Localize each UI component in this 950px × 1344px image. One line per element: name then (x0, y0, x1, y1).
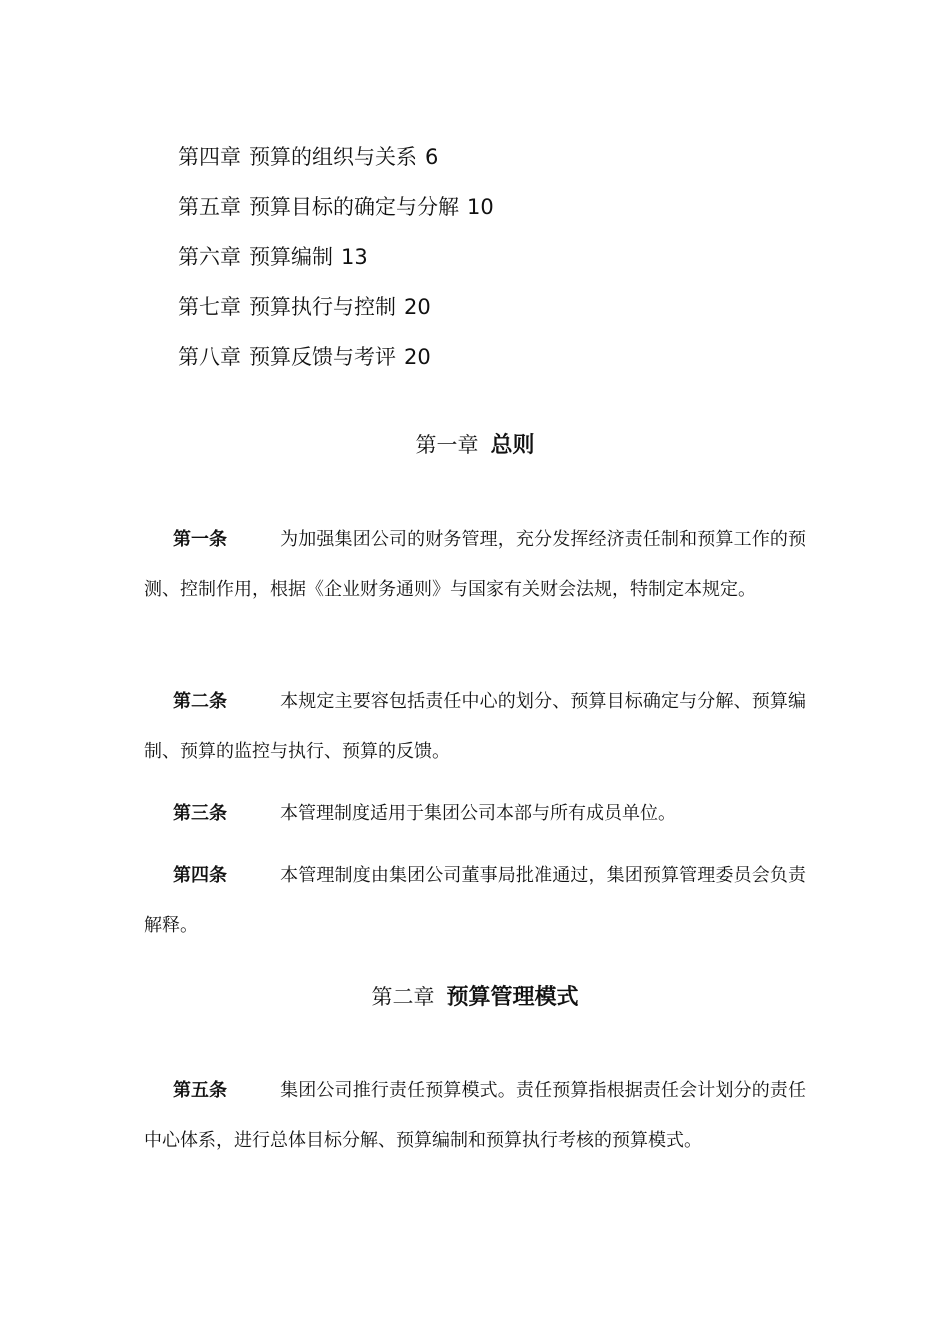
article-label: 第四条 (173, 865, 227, 886)
article-text: 本管理制度适用于集团公司本部与所有成员单位。 (280, 803, 676, 824)
article-paragraph (144, 789, 806, 839)
toc-item[interactable] (178, 182, 494, 232)
article-label: 第三条 (173, 803, 227, 824)
chapter-number: 第一章 (415, 433, 479, 457)
chapter-heading (0, 980, 950, 1011)
article-text: 为加强集团公司的财务管理，充分发挥经济责任制和预算工作的预测、控制作用，根据《企业财务通则》与国家有关财会法规，特制定本规定。 (144, 529, 806, 600)
toc-chapter-title: 预算目标的确定与分解 (249, 195, 459, 219)
toc-item[interactable] (178, 232, 494, 282)
toc-item[interactable] (178, 332, 494, 382)
toc-item[interactable] (178, 282, 494, 332)
toc-chapter-number: 第四章 (178, 145, 241, 169)
chapter-title: 总则 (490, 433, 535, 458)
toc-page-number: 20 (404, 345, 431, 369)
article-paragraph (144, 851, 806, 950)
article-label: 第二条 (173, 691, 227, 712)
toc-page-number: 20 (404, 295, 431, 319)
article-label: 第五条 (173, 1080, 227, 1101)
article-text: 本管理制度由集团公司董事局批准通过，集团预算管理委员会负责解释。 (144, 865, 806, 936)
toc-chapter-title: 预算编制 (249, 245, 333, 269)
toc-chapter-number: 第八章 (178, 345, 241, 369)
toc-chapter-title: 预算执行与控制 (249, 295, 396, 319)
article-label: 第一条 (173, 529, 227, 550)
table-of-contents (178, 132, 494, 382)
article-paragraph (144, 515, 806, 614)
toc-page-number: 13 (341, 245, 368, 269)
article-paragraph (144, 677, 806, 776)
chapter-title: 预算管理模式 (446, 985, 579, 1010)
toc-page-number: 10 (467, 195, 494, 219)
toc-page-number: 6 (425, 145, 439, 169)
article-text: 集团公司推行责任预算模式。责任预算指根据责任会计划分的责任中心体系，进行总体目标分解、预算编制和预算执行考核的预算模式。 (144, 1080, 806, 1151)
toc-chapter-number: 第五章 (178, 195, 241, 219)
article-paragraph (144, 1066, 806, 1165)
chapter-number: 第二章 (371, 985, 435, 1009)
toc-chapter-title: 预算的组织与关系 (249, 145, 417, 169)
toc-chapter-title: 预算反馈与考评 (249, 345, 396, 369)
toc-item[interactable] (178, 132, 494, 182)
toc-chapter-number: 第六章 (178, 245, 241, 269)
article-text: 本规定主要容包括责任中心的划分、预算目标确定与分解、预算编制、预算的监控与执行、预算的反馈。 (144, 691, 806, 762)
chapter-heading (0, 428, 950, 459)
toc-chapter-number: 第七章 (178, 295, 241, 319)
